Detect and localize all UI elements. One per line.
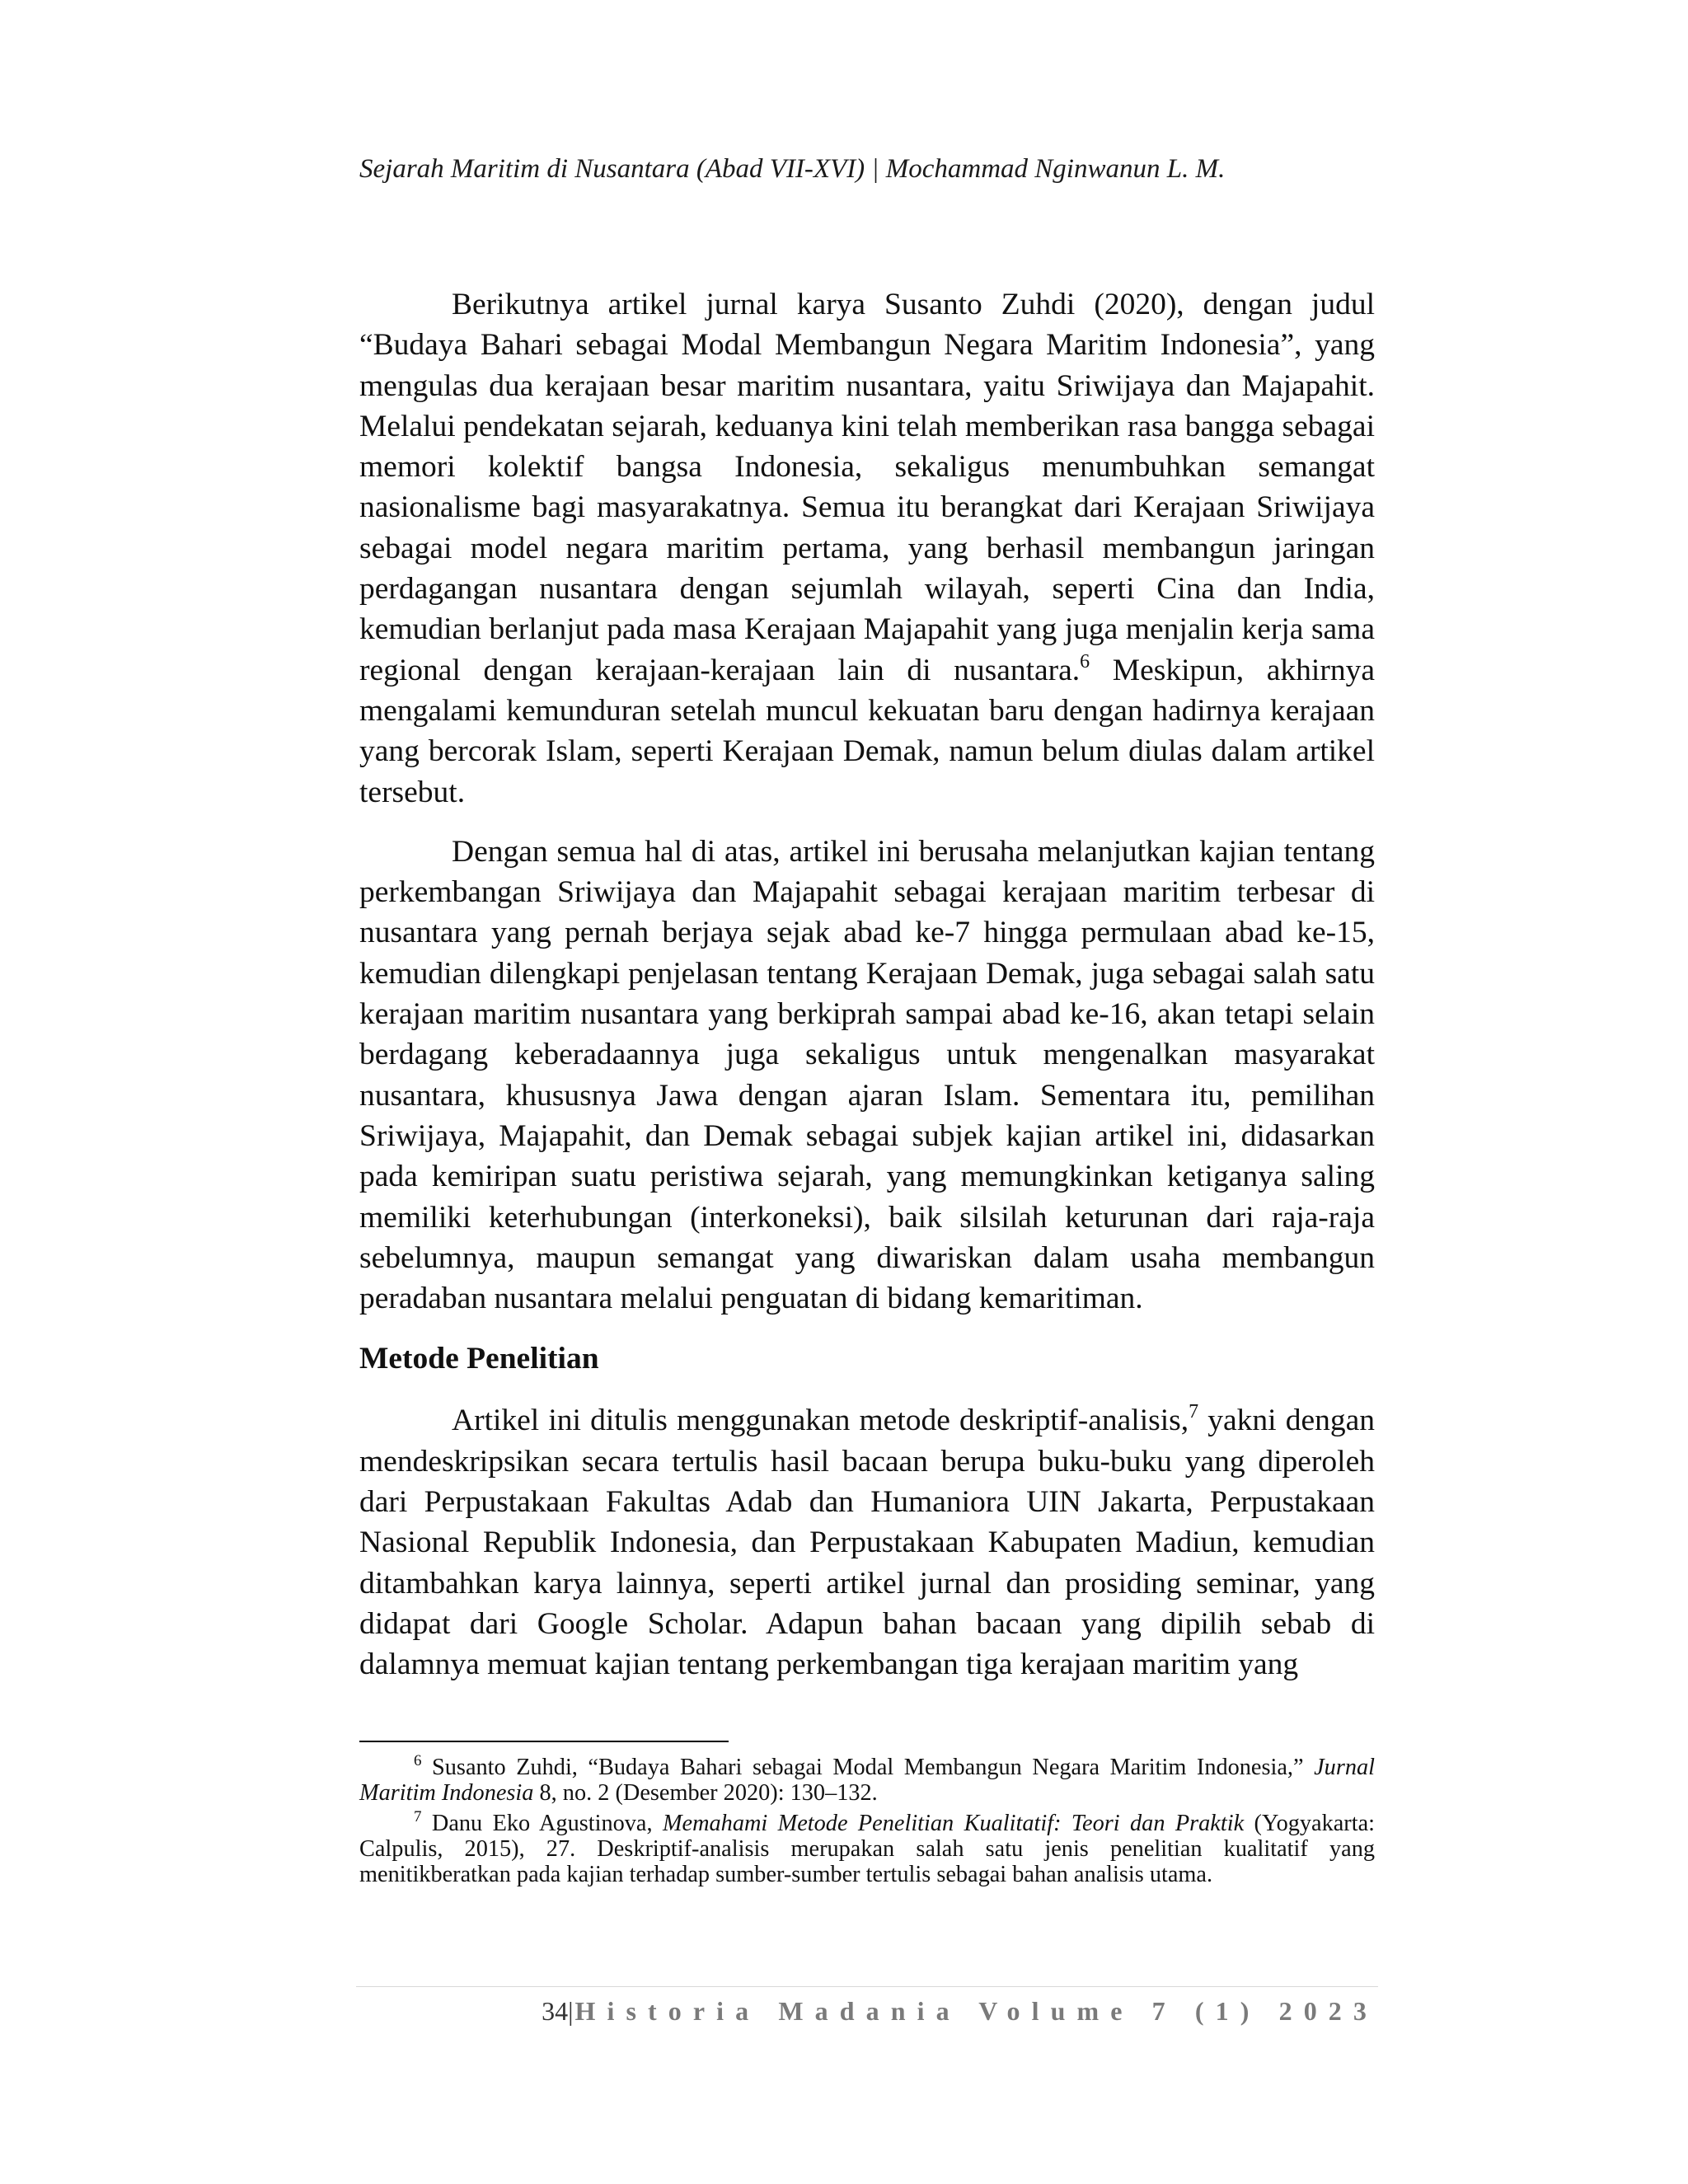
footnote-number: 6 [414,1752,422,1769]
footnote-text: (Yogyakarta: Calpulis, 2015), 27. Deskriptif-analisis merupakan salah satu jenis penelitian kualitatif yang menitikberatkan pada kajian terhadap sumber-sumber tertulis sebagai bahan analisis utama. [359,1811,1375,1887]
paragraph-text: yakni dengan mendeskripsikan secara tertulis hasil bacaan berupa buku-buku yang diperoleh dari Perpustakaan Fakultas Adab dan Humaniora UIN Jakarta, Perpustakaan Nasional Republik Indonesia, dan Perpustakaan Kabupaten Madiun, kemudian ditambahkan karya lainnya, seperti artikel jurnal dan prosiding seminar, yang didapat dari Google Scholar. Adapun bahan bacaan yang dipilih sebab di dalamnya memuat kajian tentang perkembangan tiga kerajaan maritim yang [359,1404,1375,1682]
section-heading: Metode Penelitian [359,1342,599,1376]
footnote-text: Susanto Zuhdi, “Budaya Bahari sebagai Modal Membangun Negara Maritim Indonesia,” [421,1755,1315,1780]
footer-separator: | [568,1996,574,2026]
paragraph: Dengan semua hal di atas, artikel ini berusaha melanjutkan kajian tentang perkembangan Sriwijaya dan Majapahit sebagai kerajaan maritim terbesar di nusantara yang pernah berjaya sejak abad ke-7 hingga permulaan abad ke-15, kemudian dilengkapi penjelasan tentang Kerajaan Demak, juga sebagai salah satu kerajaan maritim nusantara yang berkiprah sampai abad ke-16, akan tetapi selain berdagang keberadaannya juga sekaligus untuk mengenalkan masyarakat nusantara, khususnya Jawa dengan ajaran Islam. Sementara itu, pemilihan Sriwijaya, Majapahit, dan Demak sebagai subjek kajian artikel ini, didasarkan pada kemiripan suatu peristiwa sejarah, yang memungkinkan ketiganya saling memiliki keterhubungan (interkoneksi), baik silsilah keturunan dari raja-raja sebelumnya, maupun semangat yang diwariskan dalam usaha membangun peradaban nusantara melalui penguatan di bidang kemaritiman. [359,834,1375,1316]
footnote-reference[interactable]: 6 [1080,650,1090,673]
footnote-text: 8, no. 2 (Desember 2020): 130–132. [533,1780,878,1806]
journal-name: Historia Madania Volume 7 (1) 2023 [574,1996,1378,2026]
paragraph [359,1400,1375,1685]
footnote-text: Danu Eko Agustinova, [421,1811,663,1836]
page-number: 34 [542,1996,569,2026]
footnote-title: Memahami Metode Penelitian Kualitatif: Teori dan Praktik [662,1811,1245,1836]
main-text [359,284,1375,1685]
footnotes [359,1752,1375,1887]
paragraph-text: Artikel ini ditulis menggunakan metode deskriptif-analisis, [452,1404,1189,1438]
footnote-number: 7 [414,1808,422,1825]
footnote-title: Jurnal Maritim Indonesia [359,1755,1375,1806]
paragraph-text: Berikutnya artikel jurnal karya Susanto Zuhdi (2020), dengan judul “Budaya Bahari sebagai Modal Membangun Negara Maritim Indonesia”, yang mengulas dua kerajaan besar maritim nusantara, yaitu Sriwijaya dan Majapahit. Melalui pendekatan sejarah, keduanya kini telah memberikan rasa bangga sebagai memori kolektif bangsa Indonesia, sekaligus menumbuhkan semangat nasionalisme bagi masyarakatnya. Semua itu berangkat dari Kerajaan Sriwijaya sebagai model negara maritim pertama, yang berhasil membangun jaringan perdagangan nusantara dengan sejumlah wilayah, seperti Cina dan India, kemudian berlanjut pada masa Kerajaan Majapahit yang juga menjalin kerja sama regional dengan kerajaan-kerajaan lain di nusantara. [359,288,1375,687]
footnote-separator [359,1741,729,1742]
running-header: Sejarah Maritim di Nusantara (Abad VII-XVI) | Mochammad Nginwanun L. M. [359,154,1226,184]
footnote [359,1752,1375,1806]
footer-rule [356,1986,1378,1987]
paragraph [359,284,1375,813]
page-footer [356,1994,1378,2027]
footnote-reference[interactable]: 7 [1189,1401,1199,1423]
paragraph-text: Meskipun, akhirnya mengalami kemunduran setelah muncul kekuatan baru dengan hadirnya kerajaan yang bercorak Islam, seperti Kerajaan Demak, namun belum diulas dalam artikel tersebut. [359,653,1375,809]
footnote [359,1808,1375,1887]
